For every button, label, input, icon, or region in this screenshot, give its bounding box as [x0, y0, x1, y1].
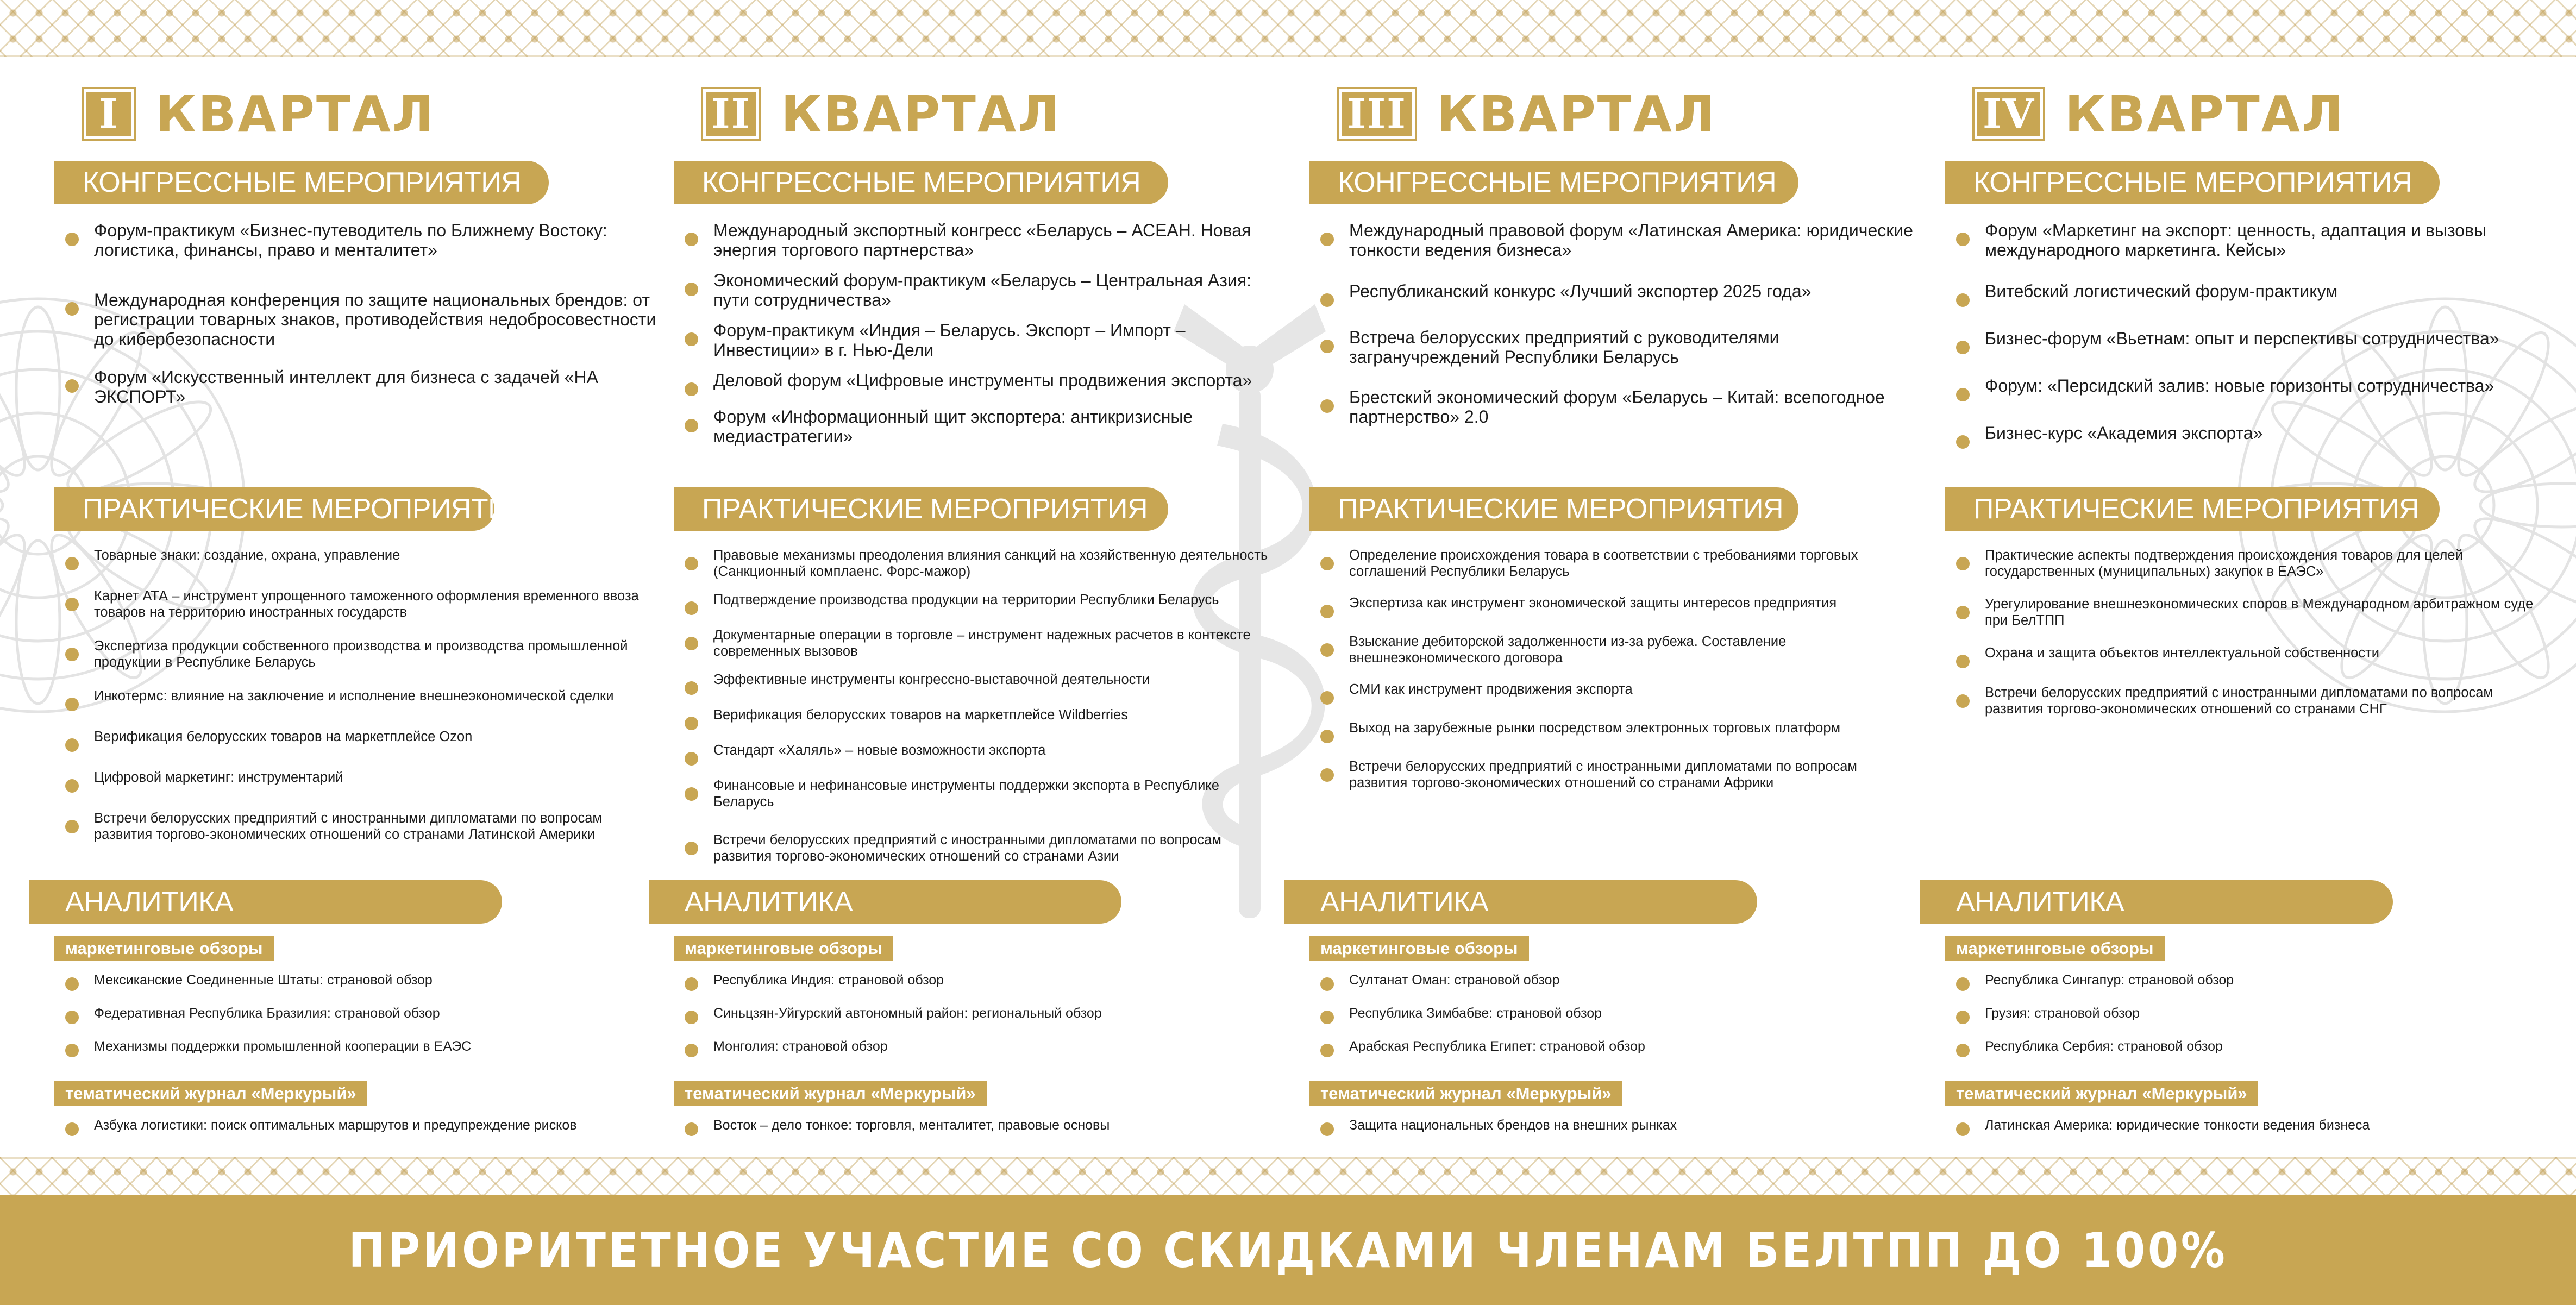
bullet-dot-icon: [1956, 341, 1970, 354]
marketing-reviews-list: [65, 972, 652, 1057]
list-item: Международный правовой форум «Латинская Америка: юридические тонкости ведения бизнеса»: [1320, 221, 1918, 260]
congress-pill: [1945, 161, 2440, 204]
bullet-dot-icon: [65, 379, 79, 393]
list-item: Бизнес-форум «Вьетнам: опыт и перспективы сотрудничества»: [1956, 329, 2554, 354]
bullet-dot-icon: [1956, 655, 1970, 668]
roman-numeral-badge: III: [1339, 89, 1415, 139]
practical-pill: [1309, 487, 1798, 531]
bullet-dot-icon: [65, 233, 79, 246]
bullet-dot-icon: [685, 233, 698, 246]
list-item: Федеративная Республика Бразилия: страновой обзор: [65, 1005, 652, 1024]
practical-pill: [54, 487, 529, 531]
practical-label: ПРАКТИЧЕСКИЕ МЕРОПРИЯТИЯ: [1973, 493, 2420, 525]
bullet-dot-icon: [1956, 293, 1970, 307]
bullet-dot-icon: [1320, 233, 1334, 246]
list-item: Карнет АТА – инструмент упрощенного таможенного оформления временного ввоза товаров на территорию иностранных государств: [65, 588, 663, 620]
quarter-word: КВАРТАЛ: [2065, 85, 2345, 143]
bullet-dot-icon: [65, 977, 79, 991]
list-item: Арабская Республика Египет: страновой обзор: [1320, 1038, 1907, 1057]
bullet-dot-icon: [685, 842, 698, 855]
list-item: Встречи белорусских предприятий с иностранными дипломатами по вопросам развития торгово-экономических отношений со странами Африки: [1320, 758, 1918, 791]
list-item: Цифровой маркетинг: инструментарий: [65, 769, 663, 793]
list-item: Республика Индия: страновой обзор: [685, 972, 1271, 991]
bullet-dot-icon: [1956, 388, 1970, 401]
footer-slogan: ПРИОРИТЕТНОЕ УЧАСТИЕ СО СКИДКАМИ ЧЛЕНАМ БЕЛТПП ДО 100%: [348, 1222, 2228, 1278]
marketing-reviews-block: [1945, 936, 2543, 1071]
journal-block: [1309, 1081, 1907, 1150]
list-item: Латинская Америка: юридические тонкости ведения бизнеса: [1956, 1117, 2543, 1136]
list-item: Выход на зарубежные рынки посредством электронных торговых платформ: [1320, 720, 1918, 743]
list-item: Грузия: страновой обзор: [1956, 1005, 2543, 1024]
list-item: Встречи белорусских предприятий с иностранными дипломатами по вопросам развития торгово-экономических отношений со странами СНГ: [1956, 685, 2554, 717]
list-item: Механизмы поддержки промышленной кооперации в ЕАЭС: [65, 1038, 652, 1057]
quarter-heading: [1339, 87, 1716, 141]
marketing-reviews-list: [1320, 972, 1907, 1057]
list-item: Товарные знаки: создание, охрана, управление: [65, 547, 663, 570]
list-item: Экономический форум-практикум «Беларусь – Центральная Азия: пути сотрудничества»: [685, 271, 1282, 310]
journal-tag: тематический журнал «Меркурый»: [1309, 1081, 1622, 1106]
list-item: Инкотермс: влияние на заключение и исполнение внешнеэкономической сделки: [65, 688, 663, 711]
congress-label: КОНГРЕССНЫЕ МЕРОПРИЯТИЯ: [702, 167, 1141, 198]
bullet-dot-icon: [1320, 399, 1334, 413]
list-item: Форум-практикум «Индия – Беларусь. Экспорт – Импорт – Инвестиции» в г. Нью-Дели: [685, 321, 1282, 360]
journal-list: [685, 1117, 1271, 1136]
list-item: Подтверждение производства продукции на территории Республики Беларусь: [685, 592, 1282, 615]
congress-pill: [674, 161, 1168, 204]
bullet-dot-icon: [1956, 606, 1970, 619]
list-item: Республика Сингапур: страновой обзор: [1956, 972, 2543, 991]
congress-list: [1320, 221, 1918, 445]
bullet-dot-icon: [65, 302, 79, 316]
bullet-dot-icon: [685, 717, 698, 730]
marketing-reviews-block: [1309, 936, 1907, 1071]
list-item: Бизнес-курс «Академия экспорта»: [1956, 423, 2554, 449]
congress-list: [1956, 221, 2554, 467]
list-item: Форум-практикум «Бизнес-путеводитель по Ближнему Востоку: логистика, финансы, право и менталитет»: [65, 221, 663, 260]
bullet-dot-icon: [1320, 1122, 1334, 1136]
congress-pill: [1309, 161, 1798, 204]
congress-label: КОНГРЕССНЫЕ МЕРОПРИЯТИЯ: [1973, 167, 2412, 198]
list-item: Форум «Информационный щит экспортера: антикризисные медиастратегии»: [685, 407, 1282, 446]
journal-tag: тематический журнал «Меркурый»: [1945, 1081, 2258, 1106]
marketing-reviews-tag: маркетинговые обзоры: [54, 936, 274, 961]
journal-tag: тематический журнал «Меркурый»: [674, 1081, 987, 1106]
marketing-reviews-list: [1956, 972, 2543, 1057]
congress-label: КОНГРЕССНЫЕ МЕРОПРИЯТИЯ: [83, 167, 522, 198]
bullet-dot-icon: [65, 598, 79, 611]
marketing-reviews-block: [674, 936, 1271, 1071]
congress-list: [685, 221, 1282, 457]
quarter-column-2: [674, 0, 1282, 1152]
bullet-dot-icon: [685, 601, 698, 615]
list-item: Форум: «Персидский залив: новые горизонты сотрудничества»: [1956, 376, 2554, 401]
bullet-dot-icon: [65, 648, 79, 661]
bullet-dot-icon: [65, 1011, 79, 1024]
list-item: Стандарт «Халяль» – новые возможности экспорта: [685, 742, 1282, 766]
bullet-dot-icon: [1320, 293, 1334, 307]
list-item: Республика Сербия: страновой обзор: [1956, 1038, 2543, 1057]
journal-block: [674, 1081, 1271, 1150]
analytics-pill: [1284, 880, 1757, 924]
practical-list: [1320, 547, 1918, 808]
bullet-dot-icon: [685, 1011, 698, 1024]
quarter-column-1: [54, 0, 663, 1152]
list-item: Охрана и защита объектов интеллектуальной собственности: [1956, 645, 2554, 668]
bullet-dot-icon: [1320, 605, 1334, 618]
analytics-pill: [1920, 880, 2393, 924]
practical-list: [1956, 547, 2554, 735]
quarter-column-4: [1945, 0, 2554, 1152]
congress-label: КОНГРЕССНЫЕ МЕРОПРИЯТИЯ: [1338, 167, 1777, 198]
marketing-reviews-tag: маркетинговые обзоры: [1945, 936, 2165, 961]
quarter-heading: [703, 87, 1061, 141]
bullet-dot-icon: [1956, 977, 1970, 991]
bullet-dot-icon: [1320, 768, 1334, 782]
bullet-dot-icon: [685, 382, 698, 396]
list-item: Экспертиза как инструмент экономической защиты интересов предприятия: [1320, 595, 1918, 618]
roman-numeral-badge: II: [703, 89, 759, 139]
bullet-dot-icon: [1956, 1044, 1970, 1057]
bullet-dot-icon: [1320, 977, 1334, 991]
practical-pill: [1945, 487, 2440, 531]
list-item: Встреча белорусских предприятий с руководителями загранучреждений Республики Беларусь: [1320, 328, 1918, 367]
bullet-dot-icon: [65, 698, 79, 711]
bullet-dot-icon: [685, 752, 698, 766]
bullet-dot-icon: [1956, 694, 1970, 708]
list-item: Экспертиза продукции собственного производства и производства промышленной продукции в Республике Беларусь: [65, 638, 663, 670]
bullet-dot-icon: [685, 1044, 698, 1057]
roman-numeral-badge: IV: [1975, 89, 2043, 139]
list-item: Азбука логистики: поиск оптимальных маршрутов и предупреждение рисков: [65, 1117, 652, 1136]
marketing-reviews-block: [54, 936, 652, 1071]
bullet-dot-icon: [685, 977, 698, 991]
bullet-dot-icon: [1956, 435, 1970, 449]
list-item: Верификация белорусских товаров на маркетплейсе Wildberries: [685, 707, 1282, 730]
list-item: Практические аспекты подтверждения происхождения товаров для целей государственных (муниципальных) закупок в ЕАЭС»: [1956, 547, 2554, 580]
list-item: Документарные операции в торговле – инструмент надежных расчетов в контексте современных вызовов: [685, 627, 1282, 660]
practical-label: ПРАКТИЧЕСКИЕ МЕРОПРИЯТИЯ: [702, 493, 1148, 525]
bullet-dot-icon: [1320, 340, 1334, 353]
list-item: Взыскание дебиторской задолженности из-за рубежа. Составление внешнеэкономического договора: [1320, 633, 1918, 666]
quarter-word: КВАРТАЛ: [781, 85, 1061, 143]
list-item: Эффективные инструменты конгрессно-выставочной деятельности: [685, 672, 1282, 695]
footer-banner: [0, 1195, 2576, 1305]
bullet-dot-icon: [1320, 730, 1334, 743]
list-item: Встречи белорусских предприятий с иностранными дипломатами по вопросам развития торгово-экономических отношений со странами Латинской Америки: [65, 810, 663, 843]
list-item: Синьцзян-Уйгурский автономный район: региональный обзор: [685, 1005, 1271, 1024]
list-item: Правовые механизмы преодоления влияния санкций на хозяйственную деятельность (Санкционный комплаенс. Форс-мажор): [685, 547, 1282, 580]
list-item: Форум «Маркетинг на экспорт: ценность, адаптация и вызовы международного маркетинга. Кейсы»: [1956, 221, 2554, 260]
marketing-reviews-tag: маркетинговые обзоры: [674, 936, 893, 961]
practical-list: [65, 547, 663, 860]
list-item: Мексиканские Соединенные Штаты: страновой обзор: [65, 972, 652, 991]
bullet-dot-icon: [1320, 643, 1334, 657]
analytics-label: АНАЛИТИКА: [1320, 886, 1489, 918]
analytics-label: АНАЛИТИКА: [65, 886, 234, 918]
bullet-dot-icon: [685, 681, 698, 695]
congress-pill: [54, 161, 549, 204]
journal-list: [65, 1117, 652, 1136]
bullet-dot-icon: [65, 1044, 79, 1057]
list-item: Международная конференция по защите национальных брендов: от регистрации товарных знаков, противодействия недобросовестности до кибербезопасности: [65, 290, 663, 349]
bullet-dot-icon: [685, 1122, 698, 1136]
bullet-dot-icon: [685, 419, 698, 432]
bullet-dot-icon: [685, 637, 698, 650]
journal-block: [54, 1081, 652, 1150]
list-item: Витебский логистический форум-практикум: [1956, 281, 2554, 307]
bullet-dot-icon: [685, 787, 698, 801]
practical-list: [685, 547, 1282, 882]
ornament-band-bottom: [0, 1157, 2576, 1195]
roman-numeral-badge: I: [84, 89, 134, 139]
analytics-label: АНАЛИТИКА: [1956, 886, 2124, 918]
list-item: Деловой форум «Цифровые инструменты продвижения экспорта»: [685, 371, 1282, 396]
quarter-word: КВАРТАЛ: [1436, 85, 1717, 143]
bullet-dot-icon: [685, 557, 698, 570]
list-item: СМИ как инструмент продвижения экспорта: [1320, 681, 1918, 705]
practical-pill: [674, 487, 1168, 531]
bullet-dot-icon: [65, 779, 79, 793]
bullet-dot-icon: [1320, 691, 1334, 705]
list-item: Республика Зимбабве: страновой обзор: [1320, 1005, 1907, 1024]
journal-list: [1320, 1117, 1907, 1136]
bullet-dot-icon: [1956, 1011, 1970, 1024]
analytics-label: АНАЛИТИКА: [685, 886, 853, 918]
list-item: Определение происхождения товара в соответствии с требованиями торговых соглашений Республики Беларусь: [1320, 547, 1918, 580]
list-item: Султанат Оман: страновой обзор: [1320, 972, 1907, 991]
list-item: Урегулирование внешнеэкономических споров в Международном арбитражном суде при БелТПП: [1956, 596, 2554, 629]
list-item: Международный экспортный конгресс «Беларусь – АСЕАН. Новая энергия торгового партнерства»: [685, 221, 1282, 260]
list-item: Верификация белорусских товаров на маркетплейсе Ozon: [65, 729, 663, 752]
bullet-dot-icon: [1320, 1044, 1334, 1057]
bullet-dot-icon: [1956, 1122, 1970, 1136]
list-item: Восток – дело тонкое: торговля, менталитет, правовые основы: [685, 1117, 1271, 1136]
congress-list: [65, 221, 663, 425]
bullet-dot-icon: [1320, 557, 1334, 570]
journal-list: [1956, 1117, 2543, 1136]
bullet-dot-icon: [65, 820, 79, 833]
bullet-dot-icon: [1956, 233, 1970, 246]
quarter-heading: [84, 87, 435, 141]
journal-tag: тематический журнал «Меркурый»: [54, 1081, 367, 1106]
bullet-dot-icon: [685, 332, 698, 346]
list-item: Встречи белорусских предприятий с иностранными дипломатами по вопросам развития торгово-экономических отношений со странами Азии: [685, 832, 1282, 864]
practical-label: ПРАКТИЧЕСКИЕ МЕРОПРИЯТИЯ: [83, 493, 529, 525]
practical-label: ПРАКТИЧЕСКИЕ МЕРОПРИЯТИЯ: [1338, 493, 1784, 525]
list-item: Республиканский конкурс «Лучший экспортер 2025 года»: [1320, 281, 1918, 307]
bullet-dot-icon: [65, 738, 79, 752]
journal-block: [1945, 1081, 2543, 1150]
bullet-dot-icon: [685, 283, 698, 296]
bullet-dot-icon: [65, 1122, 79, 1136]
marketing-reviews-list: [685, 972, 1271, 1057]
analytics-pill: [649, 880, 1121, 924]
list-item: Брестский экономический форум «Беларусь – Китай: всепогодное партнерство» 2.0: [1320, 387, 1918, 426]
marketing-reviews-tag: маркетинговые обзоры: [1309, 936, 1529, 961]
list-item: Финансовые и нефинансовые инструменты поддержки экспорта в Республике Беларусь: [685, 777, 1282, 810]
quarter-column-3: [1309, 0, 1918, 1152]
bullet-dot-icon: [1956, 557, 1970, 570]
bullet-dot-icon: [1320, 1011, 1334, 1024]
quarter-word: КВАРТАЛ: [155, 85, 436, 143]
list-item: Монголия: страновой обзор: [685, 1038, 1271, 1057]
quarter-heading: [1975, 87, 2345, 141]
list-item: Форум «Искусственный интеллект для бизнеса с задачей «НА ЭКСПОРТ»: [65, 367, 663, 406]
analytics-pill: [29, 880, 502, 924]
bullet-dot-icon: [65, 557, 79, 570]
list-item: Защита национальных брендов на внешних рынках: [1320, 1117, 1907, 1136]
